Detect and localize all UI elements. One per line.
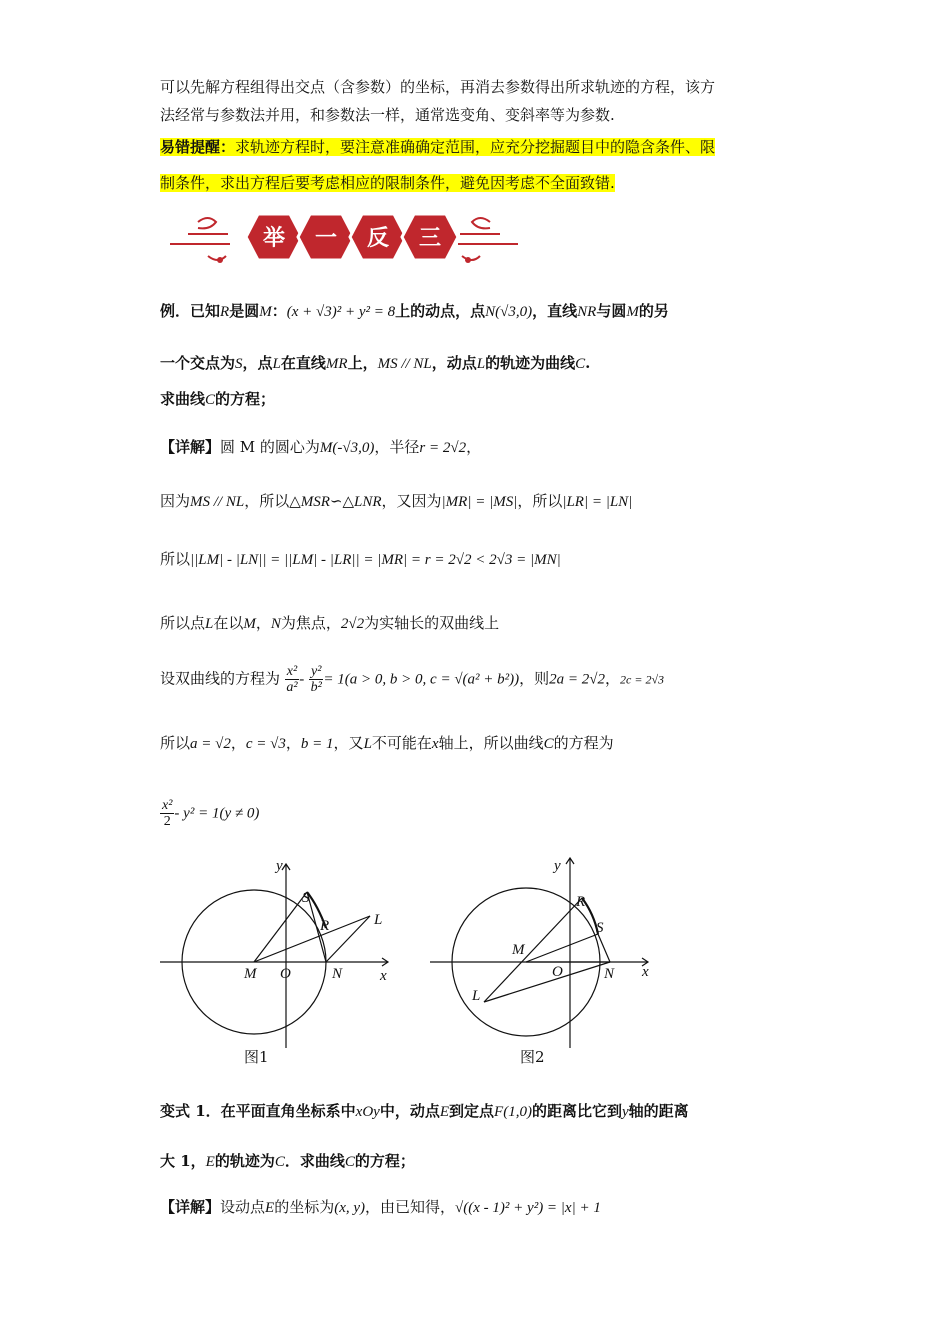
banner-char-3: 反 [366,226,390,251]
warning-text-1: 求轨迹方程时，要注意准确确定范围，应充分挖掘题目中的隐含条件、限 [235,138,716,156]
variant-line-2: 大 1，E的轨迹为C．求曲线C的方程； [160,1152,415,1170]
warning-line-1 [160,136,715,157]
fraction-x2-a2: $\frac{\text{x²}}{\text{a²}}$ [286,664,298,695]
banner-char-2: 一 [314,226,338,251]
fig2-label-M: M [512,942,525,958]
solution-line-5: 设双曲线的方程为 $\frac{\text{x²}}{\text{a²}}$ - $\frac{\text{y²}}{\text{b²}}$ = 1(a > 0, b > 0, c = √(a² + b²))，则2a = 2√2，2c = 2√3 [160,664,665,695]
fig2-label-S: S [596,920,604,936]
fig1-label-O: O [280,966,291,982]
intro-line-2: 法经常与参数法并用，和参数法一样，通常选变角、变斜率等为参数. [160,106,615,124]
fig1-label-L: L [374,912,383,928]
figure-1 [160,858,400,1058]
solution-line-4: 所以点L在以M，N为焦点，2√2为实轴长的双曲线上 [160,614,500,632]
banner-char-4: 三 [418,226,442,251]
fig1-label-y: y [276,858,283,874]
intro-line-1: 可以先解方程组得出交点（含参数）的坐标，再消去参数得出所求轨迹的方程，该方 [160,78,716,96]
figure-2 [430,852,660,1052]
figure-1-caption: 图1 [244,1048,269,1066]
solution-line-1: 【详解】圆 M 的圆心为M(-√3,0)，半径r = 2√2， [160,438,482,456]
example-line-1: 例．已知R是圆M：(x + √3)² + y² = 8上的动点，点N(√3,0)，直线NR与圆M的另 [160,302,669,320]
fig1-label-S: S [302,890,310,906]
fig1-label-N: N [332,966,343,982]
fig2-label-x: x [642,964,649,980]
fig2-label-O: O [552,964,563,980]
variant-line-1: 变式 1．在平面直角坐标系中xOy中，动点E到定点F(1,0)的距离比它到y轴的距离 [160,1102,689,1120]
warning-line-2 [160,172,615,193]
fig2-label-L: L [472,988,481,1004]
fig2-label-N: N [604,966,615,982]
fraction-y2-b2: $\frac{\text{y²}}{\text{b²}}$ [310,664,322,695]
solution-line-3: 所以||LM| - |LN|| = ||LM| - |LR|| = |MR| = r = 2√2 < 2√3 = |MN| [160,550,561,568]
variant-solution-line: 【详解】设动点E的坐标为(x, y)，由已知得，√((x - 1)² + y²) = |x| + 1 [160,1198,601,1216]
fig1-label-R: R [320,918,330,934]
fig2-label-y: y [554,858,561,874]
solution-line-6: 所以a = √2，c = √3，b = 1，又L不可能在x轴上，所以曲线C的方程为 [160,734,614,752]
solution-line-7: $\frac{\text{x²}}{2}$ - y² = 1(y ≠ 0) [162,798,260,829]
example-line-2: 一个交点为S，点L在直线MR上，MS // NL，动点L的轨迹为曲线C. [160,354,591,372]
fig1-label-x: x [380,968,387,984]
banner-char-1: 举 [262,226,286,251]
fig2-label-R: R [576,894,586,910]
warning-label: 易错提醒： [160,138,236,156]
fig1-label-M: M [244,966,257,982]
section-banner [168,204,520,270]
figure-2-caption: 图2 [520,1048,545,1066]
example-line-3: 求曲线C的方程； [160,390,276,408]
fraction-x2-2: $\frac{\text{x²}}{2}$ [162,798,173,829]
solution-line-2: 因为MS // NL，所以△MSR∽△LNR，又因为|MR| = |MS|，所以|LR| = |LN| [160,492,633,510]
warning-text-2: 制条件，求出方程后要考虑相应的限制条件，避免因考虑不全面致错. [160,174,615,192]
